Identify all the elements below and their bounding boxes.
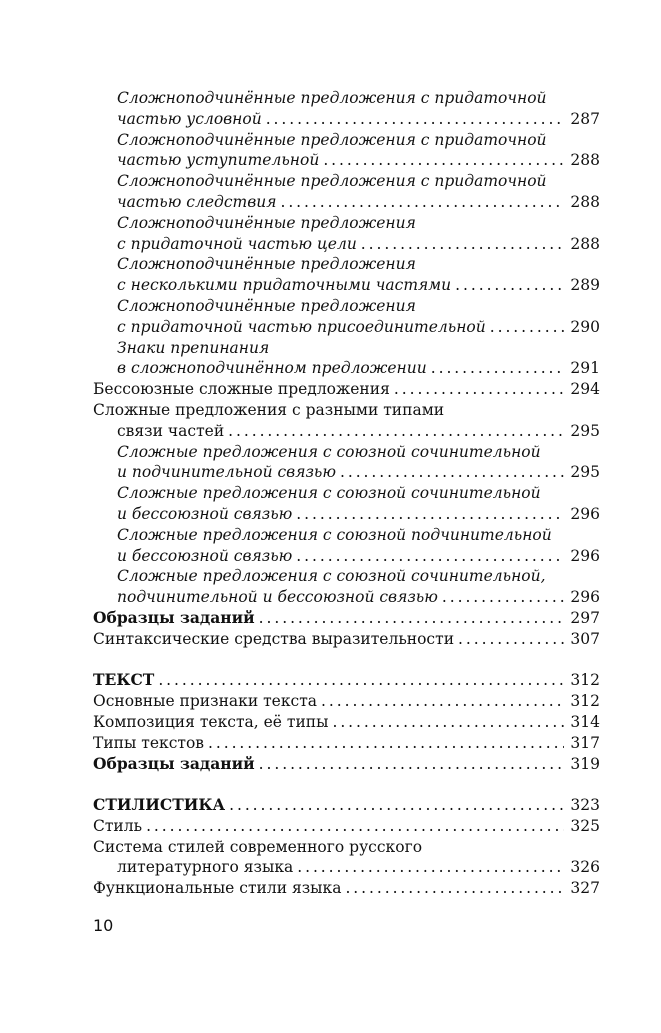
- toc-entry-title: Основные признаки текста: [93, 692, 318, 711]
- toc-page-number: 312: [570, 671, 600, 690]
- page-number: 10: [93, 916, 114, 935]
- leader-dots: [146, 816, 564, 837]
- toc-entry-title: и бессоюзной связью: [117, 504, 293, 523]
- toc-entry-line: [93, 837, 600, 858]
- toc-entry-line: [93, 379, 600, 400]
- leader-dots: [431, 358, 564, 379]
- toc-page-number: 296: [570, 588, 600, 607]
- toc-entry-title: Сложные предложения с союзной сочинительной: [117, 484, 541, 503]
- leader-dots: [229, 795, 564, 816]
- toc-entry-line: [93, 733, 600, 754]
- toc-entry-line: [93, 296, 600, 317]
- toc-entry-line: [93, 358, 600, 379]
- toc-page-number: 297: [570, 608, 600, 627]
- toc-entry-line: [93, 88, 600, 109]
- toc-entry: [93, 254, 600, 296]
- toc-entry-line: [93, 150, 600, 171]
- leader-dots: [323, 150, 564, 171]
- toc-entry: [93, 629, 600, 650]
- toc-entry-title: литературного языка: [117, 858, 294, 877]
- toc-entry-line: [93, 816, 600, 837]
- toc-entry-line: [93, 400, 600, 421]
- toc-entry-line: [93, 754, 600, 775]
- leader-dots: [442, 587, 564, 608]
- leader-dots: [296, 504, 564, 525]
- toc-entry-line: [93, 629, 600, 650]
- toc-entry-title: Знаки препинания: [117, 338, 270, 357]
- table-of-contents: [93, 88, 600, 899]
- toc-entry: [93, 566, 600, 608]
- toc-entry-line: [93, 109, 600, 130]
- toc-entry-title: Образцы заданий: [93, 607, 255, 627]
- toc-page-number: 319: [570, 754, 600, 773]
- toc-entry-title: и подчинительной связью: [117, 463, 336, 482]
- toc-entry-line: [93, 421, 600, 442]
- leader-dots: [158, 670, 564, 691]
- leader-dots: [280, 192, 564, 213]
- leader-dots: [259, 608, 564, 629]
- toc-entry: [93, 525, 600, 567]
- toc-page-number: 288: [570, 234, 600, 253]
- toc-entry-line: [93, 254, 600, 275]
- toc-entry-title: частью уступительной: [117, 151, 320, 170]
- toc-entry-title: Типы текстов: [93, 733, 205, 752]
- toc-entry-title: связи частей: [117, 421, 225, 440]
- toc-entry-title: СТИЛИСТИКА: [93, 795, 226, 815]
- toc-entry-line: [93, 670, 600, 691]
- toc-entry-title: Композиция текста, её типы: [93, 712, 329, 731]
- toc-entry: [93, 379, 600, 400]
- toc-entry: [93, 171, 600, 213]
- toc-entry: [93, 483, 600, 525]
- toc-page-number: 312: [570, 692, 600, 711]
- toc-entry-line: [93, 317, 600, 338]
- toc-entry: [93, 670, 600, 691]
- toc-page-number: 296: [570, 546, 600, 565]
- toc-entry-title: с придаточной частью цели: [117, 234, 357, 253]
- toc-entry-title: Сложноподчинённые предложения с придаточной: [117, 89, 547, 107]
- toc-entry-title: и бессоюзной связью: [117, 546, 293, 565]
- toc-entry-title: Образцы заданий: [93, 753, 255, 773]
- toc-entry-title: Сложные предложения с союзной подчинительной: [117, 525, 552, 544]
- toc-entry-title: Сложные предложения с союзной сочинительной: [117, 442, 541, 461]
- leader-dots: [297, 857, 564, 878]
- toc-entry-line: [93, 275, 600, 296]
- toc-entry: [93, 795, 600, 816]
- leader-dots: [345, 878, 564, 899]
- leader-dots: [296, 546, 564, 567]
- toc-entry-title: Сложноподчинённые предложения: [117, 213, 416, 232]
- toc-entry-title: Сложноподчинённые предложения с придаточной: [117, 172, 547, 191]
- toc-page-number: 288: [570, 151, 600, 170]
- toc-entry-line: [93, 566, 600, 587]
- toc-entry-title: Функциональные стили языка: [93, 879, 342, 898]
- toc-page-number: 295: [570, 463, 600, 482]
- toc-entry-line: [93, 130, 600, 151]
- leader-dots: [458, 629, 564, 650]
- toc-page-number: 307: [570, 629, 600, 648]
- leader-dots: [490, 317, 564, 338]
- toc-entry-line: [93, 504, 600, 525]
- toc-entry-line: [93, 857, 600, 878]
- toc-entry-line: [93, 234, 600, 255]
- toc-entry: [93, 338, 600, 380]
- leader-dots: [340, 462, 564, 483]
- toc-page-number: 290: [570, 317, 600, 336]
- toc-entry: [93, 296, 600, 338]
- toc-entry-line: [93, 878, 600, 899]
- toc-entry-line: [93, 795, 600, 816]
- toc-entry-line: [93, 712, 600, 733]
- toc-entry-title: частью условной: [117, 109, 262, 128]
- toc-entry: [93, 442, 600, 484]
- toc-entry-line: [93, 587, 600, 608]
- toc-entry: [93, 213, 600, 255]
- toc-page-number: 289: [570, 276, 600, 295]
- toc-entry-line: [93, 171, 600, 192]
- toc-entry-title: ТЕКСТ: [93, 670, 155, 690]
- leader-dots: [259, 754, 564, 775]
- toc-entry-line: [93, 462, 600, 483]
- toc-page-number: 327: [570, 879, 600, 898]
- toc-entry-line: [93, 691, 600, 712]
- toc-page-number: 291: [570, 359, 600, 378]
- toc-entry-title: Сложноподчинённые предложения с придаточной: [117, 130, 547, 149]
- leader-dots: [228, 421, 564, 442]
- toc-entry: [93, 130, 600, 172]
- toc-entry-title: с придаточной частью присоединительной: [117, 317, 486, 336]
- toc-entry: [93, 712, 600, 733]
- toc-page-number: 325: [570, 816, 600, 835]
- toc-entry: [93, 837, 600, 879]
- leader-dots: [321, 691, 564, 712]
- toc-entry-title: частью следствия: [117, 192, 277, 211]
- toc-entry-title: Бессоюзные сложные предложения: [93, 380, 390, 399]
- toc-entry-title: Сложные предложения с разными типами: [93, 400, 445, 419]
- toc-page-number: 326: [570, 858, 600, 877]
- toc-entry-title: Синтаксические средства выразительности: [93, 629, 455, 648]
- toc-page-number: 314: [570, 712, 600, 731]
- toc-entry-line: [93, 213, 600, 234]
- toc-entry: [93, 733, 600, 754]
- toc-entry: [93, 878, 600, 899]
- toc-entry: [93, 400, 600, 442]
- toc-entry-line: [93, 608, 600, 629]
- toc-entry: [93, 816, 600, 837]
- toc-page-number: 295: [570, 421, 600, 440]
- toc-entry-title: подчинительной и бессоюзной связью: [117, 588, 438, 607]
- toc-entry-line: [93, 546, 600, 567]
- toc-page-number: 296: [570, 504, 600, 523]
- toc-page-number: 323: [570, 796, 600, 815]
- toc-entry-title: Сложноподчинённые предложения: [117, 255, 416, 274]
- toc-entry-line: [93, 525, 600, 546]
- toc-entry-line: [93, 338, 600, 359]
- toc-entry: [93, 608, 600, 629]
- leader-dots: [394, 379, 564, 400]
- toc-page-number: 294: [570, 380, 600, 399]
- toc-entry-line: [93, 192, 600, 213]
- toc-page-number: 287: [570, 109, 600, 128]
- toc-entry-title: в сложноподчинённом предложении: [117, 359, 427, 378]
- toc-entry: [93, 691, 600, 712]
- toc-entry: [93, 754, 600, 775]
- toc-entry-title: Стиль: [93, 816, 143, 835]
- leader-dots: [332, 712, 564, 733]
- leader-dots: [208, 733, 564, 754]
- leader-dots: [455, 275, 564, 296]
- toc-entry: [93, 88, 600, 130]
- toc-entry-line: [93, 483, 600, 504]
- toc-entry-title: Система стилей современного русского: [93, 837, 423, 856]
- toc-entry-title: Сложноподчинённые предложения: [117, 296, 416, 315]
- toc-page-number: 317: [570, 733, 600, 752]
- toc-entry-title: с несколькими придаточными частями: [117, 276, 452, 295]
- toc-entry-line: [93, 442, 600, 463]
- toc-entry-title: Сложные предложения с союзной сочинительной,: [117, 567, 546, 586]
- leader-dots: [266, 109, 564, 130]
- toc-page-number: 288: [570, 192, 600, 211]
- leader-dots: [361, 234, 564, 255]
